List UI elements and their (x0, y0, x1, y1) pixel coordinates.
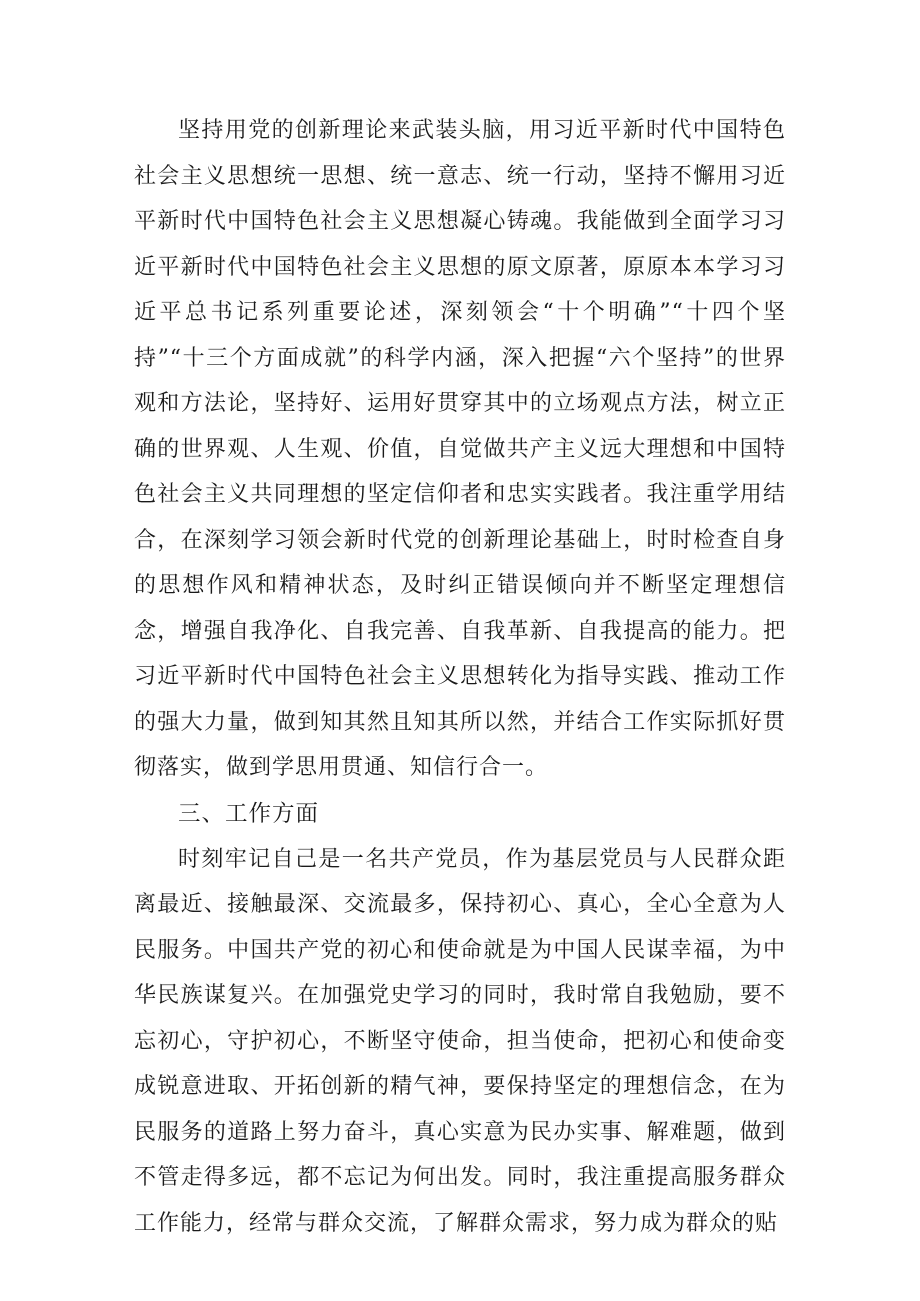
section-heading-work: 三、工作方面 (178, 800, 320, 827)
paragraph-serving-people: 时刻牢记自己是一名共产党员，作为基层党员与人民群众距离最近、接触最深、交流最多，保持初心、真心，全心全意为人民服务。中国共产党的初心和使命就是为中国人民谋幸福，为中华民族谋复兴。在加强党史学习的同时，我时常自我勉励，要不忘初心，守护初心，不断坚守使命，担当使命，把初心和使命变成锐意进取、开拓创新的精气神，要保持坚定的理想信念，在为民服务的道路上努力奋斗，真心实意为民办实事、解难题，做到不管走得多远，都不忘记为何出发。同时，我注重提高服务群众工作能力，经常与群众交流，了解群众需求，努力成为群众的贴 (134, 846, 786, 1236)
paragraph-theory-study: 坚持用党的创新理论来武装头脑，用习近平新时代中国特色社会主义思想统一思想、统一意志、统一行动，坚持不懈用习近平新时代中国特色社会主义思想凝心铸魂。我能做到全面学习习近平新时代中国特色社会主义思想的原文原著，原原本本学习习近平总书记系列重要论述，深刻领会“十个明确”“十四个坚持”“十三个方面成就”的科学内涵，深入把握“六个坚持”的世界观和方法论，坚持好、运用好贯穿其中的立场观点方法，树立正确的世界观、人生观、价值，自觉做共产主义远大理想和中国特色社会主义共同理想的坚定信仰者和忠实实践者。我注重学用结合，在深刻学习领会新时代党的创新理论基础上，时时检查自身的思想作风和精神状态，及时纠正错误倾向并不断坚定理想信念，增强自我净化、自我完善、自我革新、自我提高的能力。把习近平新时代中国特色社会主义思想转化为指导实践、推动工作的强大力量，做到知其然且知其所以然，并结合工作实际抓好贯彻落实，做到学思用贯通、知信行合一。 (134, 118, 786, 780)
document-body (134, 108, 786, 1246)
